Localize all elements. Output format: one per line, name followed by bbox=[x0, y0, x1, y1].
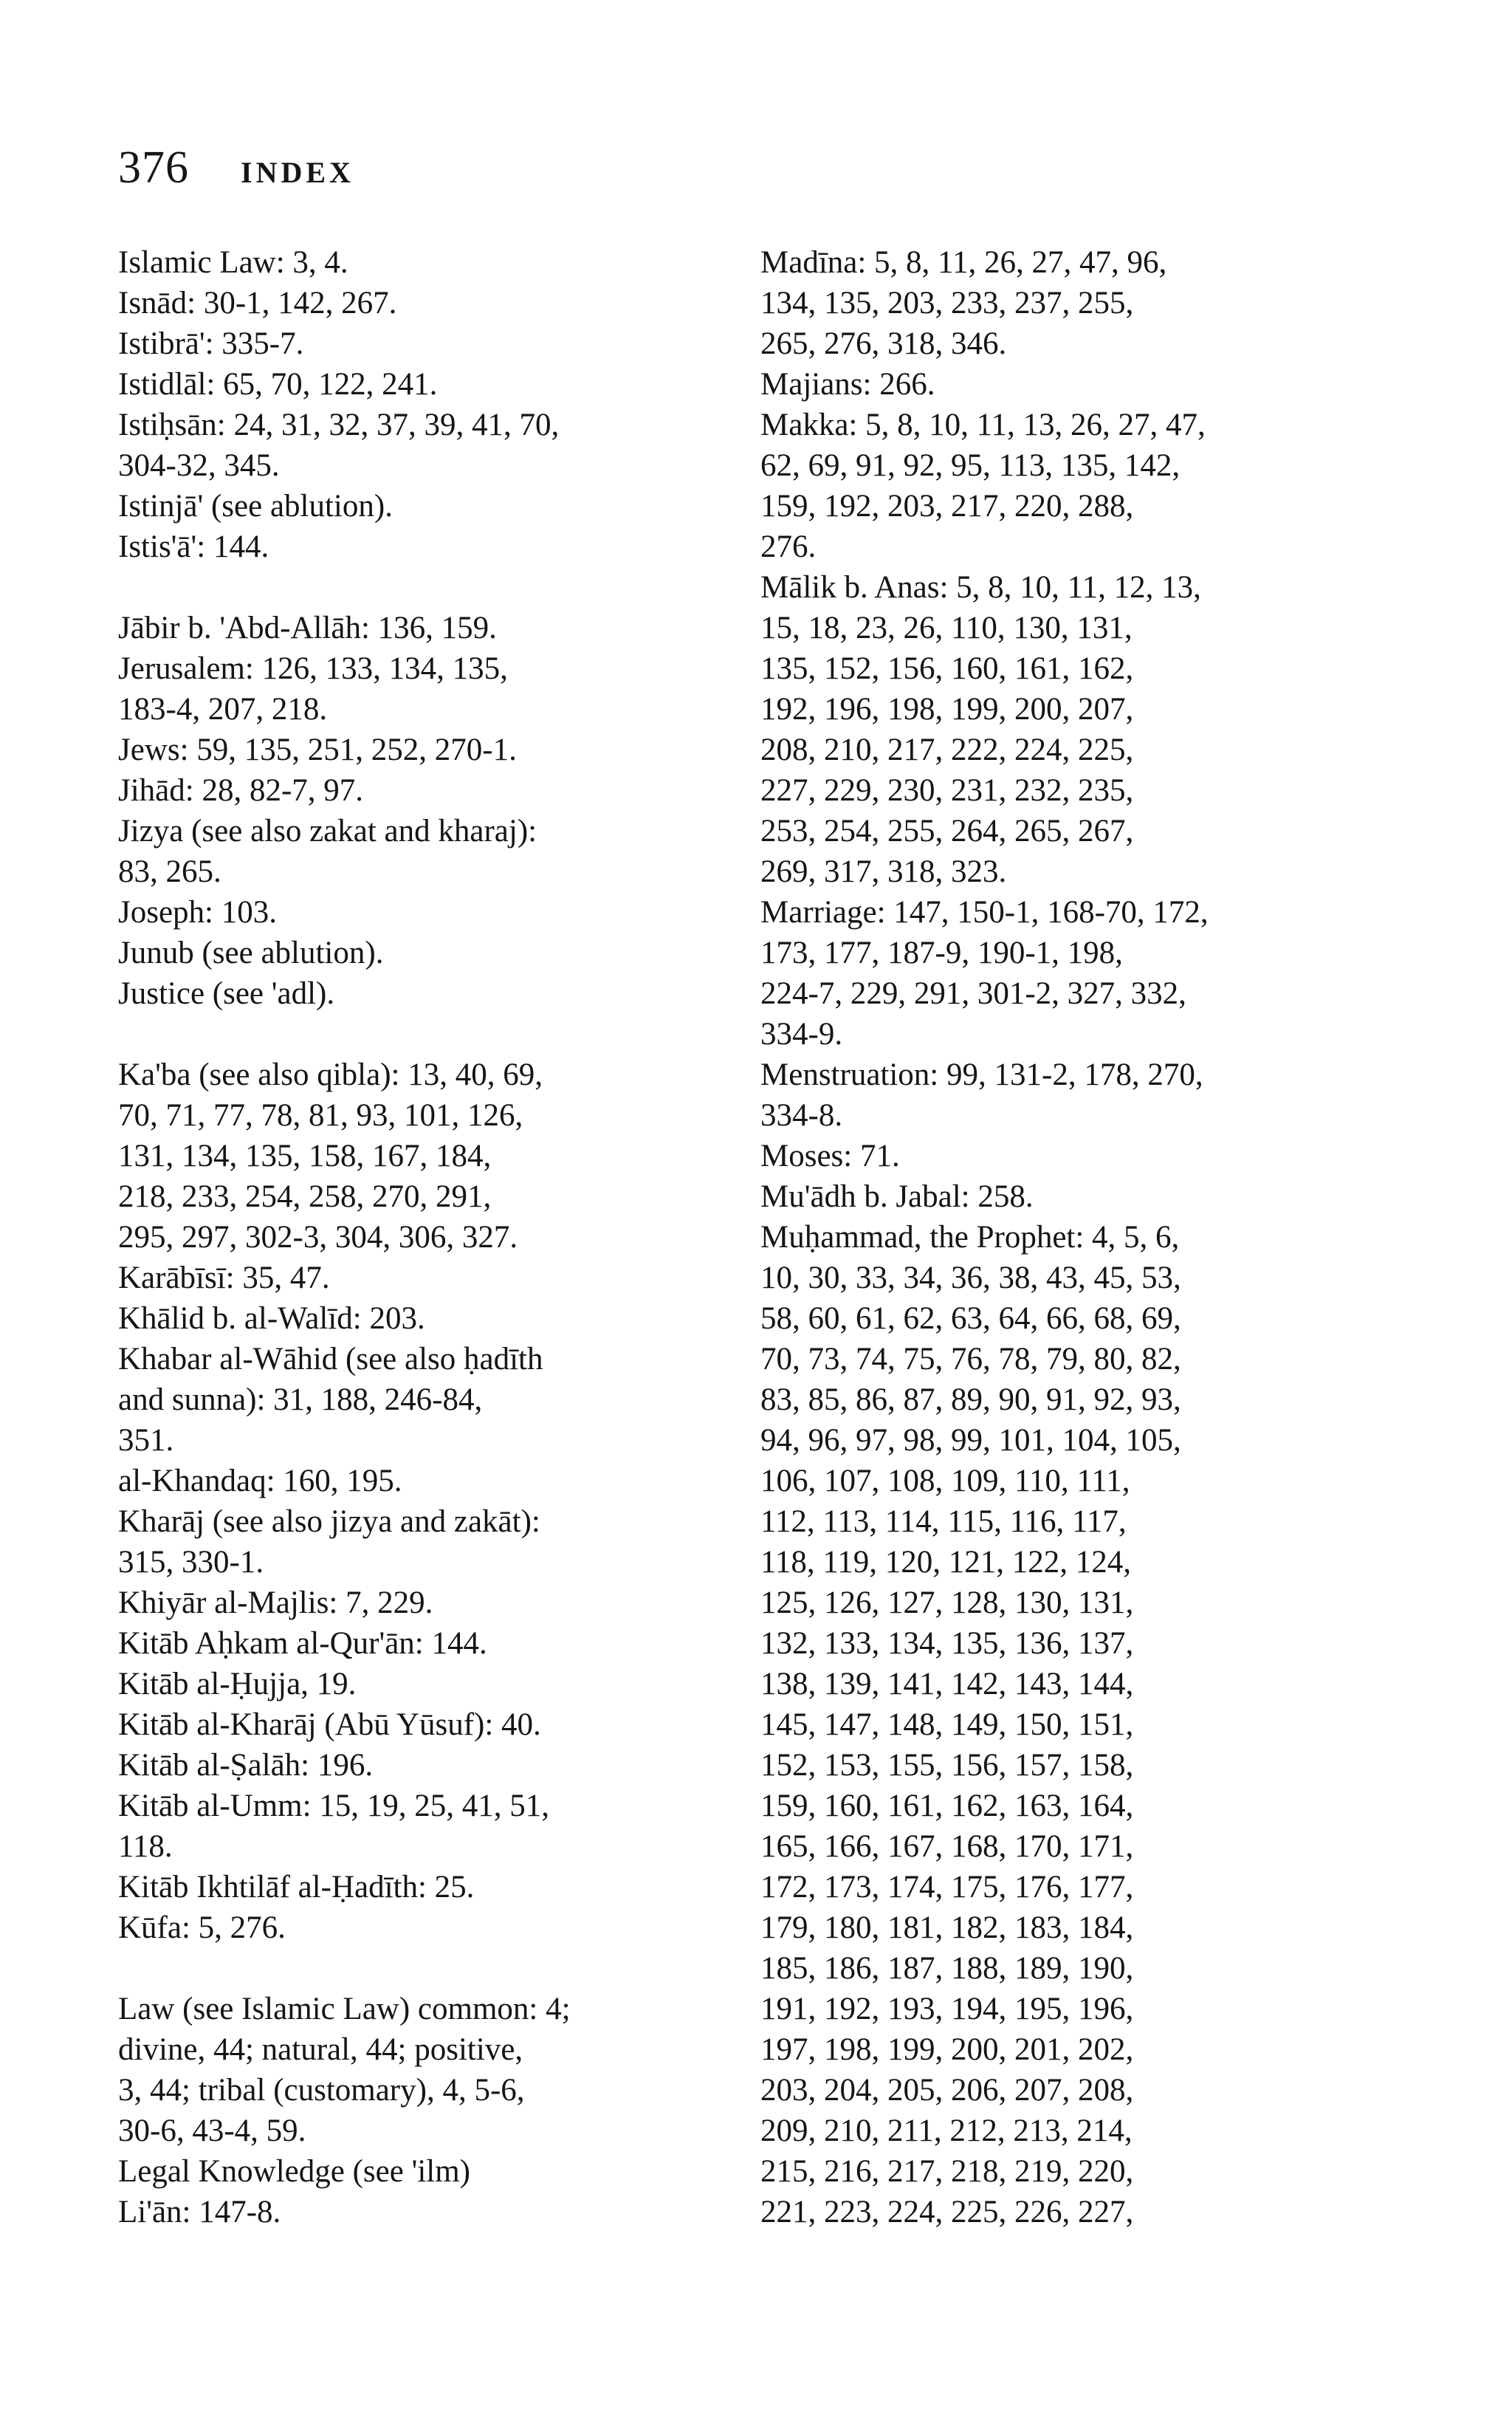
index-entry-line: Joseph: 103. bbox=[118, 895, 277, 930]
index-column-right bbox=[760, 242, 1322, 2232]
index-entry-line: Menstruation: 99, 131-2, 178, 270, bbox=[760, 1057, 1203, 1092]
index-entry bbox=[118, 648, 679, 730]
index-entry-line: 192, 196, 198, 199, 200, 207, bbox=[760, 692, 1134, 727]
index-entry-line: 203, 204, 205, 206, 207, 208, bbox=[760, 2073, 1134, 2108]
index-entry bbox=[118, 1339, 679, 1461]
index-entry bbox=[118, 973, 679, 1014]
index-section-gap bbox=[118, 1014, 679, 1055]
index-entry-line: Justice (see 'adl). bbox=[118, 976, 335, 1011]
index-entry-line: 70, 73, 74, 75, 76, 78, 79, 80, 82, bbox=[760, 1342, 1181, 1377]
index-entry-line: Istiḥsān: 24, 31, 32, 37, 39, 41, 70, bbox=[118, 408, 560, 442]
page-number: 376 bbox=[118, 143, 189, 193]
index-entry bbox=[760, 1055, 1322, 1136]
index-entry bbox=[760, 405, 1322, 567]
index-entry-line: Makka: 5, 8, 10, 11, 13, 26, 27, 47, bbox=[760, 408, 1206, 442]
index-entry-line: Kitāb Aḥkam al-Qur'ān: 144. bbox=[118, 1626, 487, 1661]
index-entry bbox=[118, 1989, 679, 2151]
index-entry-line: Muḥammad, the Prophet: 4, 5, 6, bbox=[760, 1220, 1180, 1255]
index-column-left bbox=[118, 242, 679, 2232]
index-entry bbox=[118, 730, 679, 770]
index-entry bbox=[118, 1298, 679, 1339]
index-entry bbox=[118, 1055, 679, 1258]
index-entry-line: 221, 223, 224, 225, 226, 227, bbox=[760, 2195, 1134, 2229]
index-entry-line: 145, 147, 148, 149, 150, 151, bbox=[760, 1707, 1134, 1742]
index-entry-line: 10, 30, 33, 34, 36, 38, 43, 45, 53, bbox=[760, 1261, 1181, 1295]
index-section-gap bbox=[118, 1948, 679, 1989]
index-entry-line: 159, 192, 203, 217, 220, 288, bbox=[760, 489, 1134, 524]
index-entry-line: 179, 180, 181, 182, 183, 184, bbox=[760, 1910, 1134, 1945]
index-entry-line: 83, 265. bbox=[118, 854, 221, 889]
index-entry-line: Jerusalem: 126, 133, 134, 135, bbox=[118, 651, 508, 686]
index-entry-line: Khabar al-Wāhid (see also ḥadīth bbox=[118, 1342, 543, 1377]
index-entry bbox=[118, 1907, 679, 1948]
index-entry-line: 118. bbox=[118, 1829, 173, 1864]
index-entry bbox=[118, 892, 679, 933]
index-entry-line: 165, 166, 167, 168, 170, 171, bbox=[760, 1829, 1134, 1864]
index-entry-line: 265, 276, 318, 346. bbox=[760, 326, 1007, 361]
index-entry-line: 315, 330-1. bbox=[118, 1545, 264, 1580]
index-entry bbox=[118, 933, 679, 973]
index-entry bbox=[118, 405, 679, 486]
index-entry bbox=[118, 1501, 679, 1583]
index-entry-line: 295, 297, 302-3, 304, 306, 327. bbox=[118, 1220, 518, 1255]
index-entry bbox=[760, 1176, 1322, 1217]
index-entry-line: Kharāj (see also jizya and zakāt): bbox=[118, 1504, 540, 1539]
index-entry bbox=[760, 567, 1322, 892]
index-entry bbox=[118, 770, 679, 811]
index-entry bbox=[760, 892, 1322, 1055]
index-entry-line: 106, 107, 108, 109, 110, 111, bbox=[760, 1464, 1130, 1498]
index-entry-line: Istis'ā': 144. bbox=[118, 529, 269, 564]
index-entry-line: divine, 44; natural, 44; positive, bbox=[118, 2032, 523, 2067]
index-entry-line: 334-8. bbox=[760, 1098, 843, 1133]
index-entry-line: Islamic Law: 3, 4. bbox=[118, 245, 348, 280]
running-head: INDEX bbox=[241, 156, 354, 189]
index-entry-line: 112, 113, 114, 115, 116, 117, bbox=[760, 1504, 1127, 1539]
index-entry-line: 125, 126, 127, 128, 130, 131, bbox=[760, 1585, 1134, 1620]
index-entry-line: 276. bbox=[760, 529, 817, 564]
index-entry-line: Law (see Islamic Law) common: 4; bbox=[118, 1992, 571, 2026]
index-entry-line: Jizya (see also zakat and kharaj): bbox=[118, 814, 537, 849]
index-entry-line: 173, 177, 187-9, 190-1, 198, bbox=[760, 936, 1123, 970]
index-entry bbox=[118, 1867, 679, 1907]
index-entry-line: Kitāb al-Ḥujja, 19. bbox=[118, 1667, 357, 1701]
index-entry-line: 304-32, 345. bbox=[118, 448, 280, 483]
index-entry-line: Kitāb al-Ṣalāh: 196. bbox=[118, 1748, 374, 1783]
index-entry bbox=[760, 242, 1322, 364]
index-entry-line: Kitāb al-Kharāj (Abū Yūsuf): 40. bbox=[118, 1707, 541, 1742]
index-entry-line: Isnād: 30-1, 142, 267. bbox=[118, 286, 397, 320]
index-entry-line: 185, 186, 187, 188, 189, 190, bbox=[760, 1951, 1134, 1986]
index-entry bbox=[118, 2192, 679, 2232]
index-entry-line: 30-6, 43-4, 59. bbox=[118, 2114, 306, 2148]
index-entry-line: 131, 134, 135, 158, 167, 184, bbox=[118, 1139, 492, 1173]
index-entry-line: 83, 85, 86, 87, 89, 90, 91, 92, 93, bbox=[760, 1382, 1181, 1417]
index-entry bbox=[118, 811, 679, 892]
index-entry bbox=[118, 486, 679, 527]
index-entry bbox=[118, 1258, 679, 1298]
index-entry-line: 132, 133, 134, 135, 136, 137, bbox=[760, 1626, 1134, 1661]
index-entry-line: Mālik b. Anas: 5, 8, 10, 11, 12, 13, bbox=[760, 570, 1201, 605]
index-entry-line: 253, 254, 255, 264, 265, 267, bbox=[760, 814, 1134, 849]
index-entry bbox=[760, 364, 1322, 405]
index-entry-line: 152, 153, 155, 156, 157, 158, bbox=[760, 1748, 1134, 1783]
index-entry-line: 183-4, 207, 218. bbox=[118, 692, 328, 727]
index-entry bbox=[118, 1623, 679, 1664]
index-entry-line: 197, 198, 199, 200, 201, 202, bbox=[760, 2032, 1134, 2067]
index-entry bbox=[118, 1704, 679, 1745]
index-entry bbox=[118, 283, 679, 323]
index-entry-line: Mu'ādh b. Jabal: 258. bbox=[760, 1179, 1034, 1214]
index-entry bbox=[118, 1745, 679, 1786]
page-header bbox=[118, 142, 354, 194]
index-entry-line: 191, 192, 193, 194, 195, 196, bbox=[760, 1992, 1134, 2026]
index-entry-line: 3, 44; tribal (customary), 4, 5-6, bbox=[118, 2073, 525, 2108]
index-entry-line: Majians: 266. bbox=[760, 367, 935, 402]
index-entry-line: Khālid b. al-Walīd: 203. bbox=[118, 1301, 425, 1336]
index-entry-line: and sunna): 31, 188, 246-84, bbox=[118, 1382, 483, 1417]
index-entry-line: Li'ān: 147-8. bbox=[118, 2195, 281, 2229]
index-entry bbox=[118, 608, 679, 648]
index-entry-line: Istinjā' (see ablution). bbox=[118, 489, 393, 524]
index-entry-line: Istibrā': 335-7. bbox=[118, 326, 304, 361]
index-entry-line: al-Khandaq: 160, 195. bbox=[118, 1464, 402, 1498]
index-entry bbox=[760, 1136, 1322, 1176]
index-entry-line: Ka'ba (see also qibla): 13, 40, 69, bbox=[118, 1057, 543, 1092]
index-entry-line: 15, 18, 23, 26, 110, 130, 131, bbox=[760, 611, 1133, 645]
index-entry-line: Marriage: 147, 150-1, 168-70, 172, bbox=[760, 895, 1209, 930]
index-section-gap bbox=[118, 567, 679, 608]
index-entry-line: Moses: 71. bbox=[760, 1139, 900, 1173]
index-entry-line: Jābir b. 'Abd-Allāh: 136, 159. bbox=[118, 611, 497, 645]
index-entry-line: Khiyār al-Majlis: 7, 229. bbox=[118, 1585, 433, 1620]
index-entry-line: 62, 69, 91, 92, 95, 113, 135, 142, bbox=[760, 448, 1181, 483]
index-entry-line: Jihād: 28, 82-7, 97. bbox=[118, 773, 364, 808]
index-entry-line: 159, 160, 161, 162, 163, 164, bbox=[760, 1789, 1134, 1823]
index-entry-line: 269, 317, 318, 323. bbox=[760, 854, 1007, 889]
index-entry bbox=[118, 527, 679, 567]
index-entry-line: 138, 139, 141, 142, 143, 144, bbox=[760, 1667, 1134, 1701]
index-entry bbox=[118, 242, 679, 283]
index-entry-line: Madīna: 5, 8, 11, 26, 27, 47, 96, bbox=[760, 245, 1167, 280]
index-entry-line: 218, 233, 254, 258, 270, 291, bbox=[118, 1179, 492, 1214]
index-entry bbox=[118, 2151, 679, 2192]
index-entry bbox=[118, 1461, 679, 1501]
index-entry-line: Jews: 59, 135, 251, 252, 270-1. bbox=[118, 733, 517, 767]
index-entry-line: 118, 119, 120, 121, 122, 124, bbox=[760, 1545, 1132, 1580]
index-entry-line: Kitāb al-Umm: 15, 19, 25, 41, 51, bbox=[118, 1789, 550, 1823]
index-entry bbox=[118, 1583, 679, 1623]
index-entry-line: 172, 173, 174, 175, 176, 177, bbox=[760, 1870, 1134, 1905]
index-entry-line: 334-9. bbox=[760, 1017, 843, 1052]
index-entry bbox=[760, 1217, 1322, 2232]
index-entry-line: Istidlāl: 65, 70, 122, 241. bbox=[118, 367, 438, 402]
index-entry-line: 134, 135, 203, 233, 237, 255, bbox=[760, 286, 1134, 320]
index-entry-line: 224-7, 229, 291, 301-2, 327, 332, bbox=[760, 976, 1186, 1011]
index-entry-line: 135, 152, 156, 160, 161, 162, bbox=[760, 651, 1134, 686]
index-entry-line: 70, 71, 77, 78, 81, 93, 101, 126, bbox=[118, 1098, 523, 1133]
index-entry-line: 209, 210, 211, 212, 213, 214, bbox=[760, 2114, 1133, 2148]
index-entry-line: Karābīsī: 35, 47. bbox=[118, 1261, 330, 1295]
index-entry bbox=[118, 1664, 679, 1704]
index-entry bbox=[118, 1786, 679, 1867]
index-entry-line: 94, 96, 97, 98, 99, 101, 104, 105, bbox=[760, 1423, 1181, 1458]
index-entry-line: 58, 60, 61, 62, 63, 64, 66, 68, 69, bbox=[760, 1301, 1181, 1336]
index-entry bbox=[118, 364, 679, 405]
index-entry-line: Kūfa: 5, 276. bbox=[118, 1910, 286, 1945]
index-entry-line: Legal Knowledge (see 'ilm) bbox=[118, 2154, 470, 2189]
index-entry-line: Kitāb Ikhtilāf al-Ḥadīth: 25. bbox=[118, 1870, 475, 1905]
index-entry-line: Junub (see ablution). bbox=[118, 936, 384, 970]
index-entry-line: 351. bbox=[118, 1423, 174, 1458]
index-entry bbox=[118, 323, 679, 364]
index-entry-line: 208, 210, 217, 222, 224, 225, bbox=[760, 733, 1134, 767]
index-entry-line: 215, 216, 217, 218, 219, 220, bbox=[760, 2154, 1134, 2189]
index-entry-line: 227, 229, 230, 231, 232, 235, bbox=[760, 773, 1134, 808]
